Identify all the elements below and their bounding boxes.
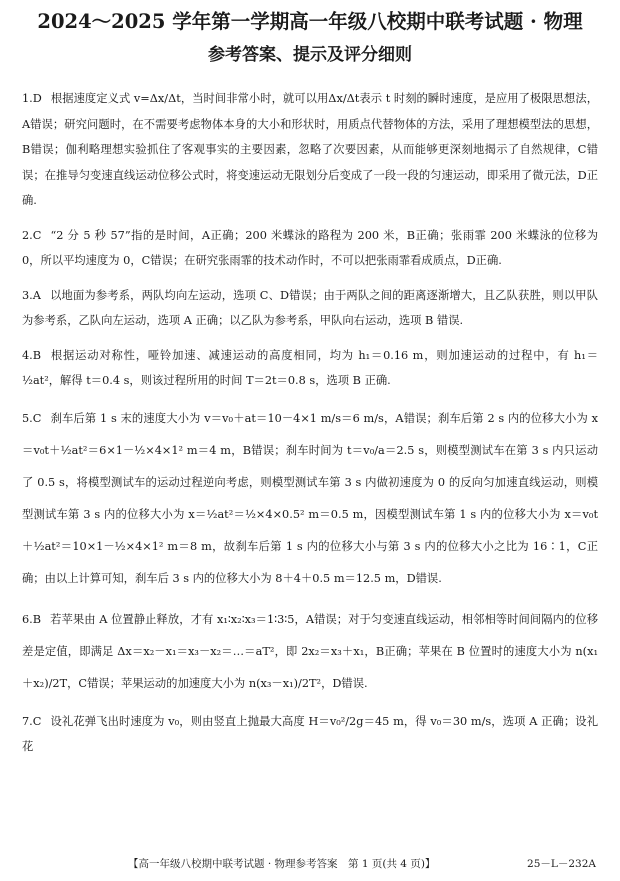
- answer-number: 2.C: [22, 228, 42, 242]
- page-subtitle: 参考答案、提示及评分细则: [208, 45, 412, 65]
- answer-text: “2 分 5 秒 57”指的是时间，A正确；200 米蝶泳的路程为 200 米，B正确；张雨霏 200 米蝶泳的位移为 0，所以平均速度为 0，C错误；在研究张雨霏的技术动作时，不可以把张雨霏看成质点，D正确.: [22, 228, 598, 267]
- answer-number: 4.B: [22, 348, 42, 362]
- answer-text: 刹车后第 1 s 末的速度大小为 v＝v₀＋at＝10－4×1 m/s＝6 m/s，A错误；刹车后第 2 s 内的位移大小为 x＝v₀t＋½at²＝6×1－½×4×1² m＝4 m，B错误；刹车时间为 t＝v₀/a＝2.5 s，则模型测试车在第 3 s 内只运动了 0.5 s，将模型测试车的运动过程逆向考虑，则模型测试车第 3 s 内做初速度为 0 的反向匀加速直线运动，则模型测试车第 3 s 内的位移大小为 x＝½at²＝½×4×0.5² m＝0.5 m，因模型测试车第 1 s 内的位移大小为 x＝v₀t＋½at²＝10×1－½×4×1² m＝8 m，故刹车后第 1 s 内的位移大小与第 3 s 内的位移大小之比为 16∶1，C正确；由以上计算可知，刹车后 3 s 内的位移大小为 8＋4＋0.5 m＝12.5 m，D错误.: [22, 411, 598, 585]
- answer-text: 若苹果由 A 位置静止释放，才有 x₁∶x₂∶x₃＝1∶3∶5，A错误；对于匀变速直线运动，相邻相等时间间隔内的位移差是定值，即满足 Δx＝x₂－x₁＝x₃－x₂＝…＝aT²，即 2x₂＝x₃＋x₁，B正确；苹果在 B 位置时的速度大小为 n(x₁＋x₂)/2T，C错误；苹果运动的加速度大小为 n(x₃－x₁)/2T²，D错误.: [22, 612, 598, 690]
- answer-text: 根据速度定义式 v=Δx/Δt，当时间非常小时，就可以用Δx/Δt表示 t 时刻的瞬时速度，是应用了极限思想法，A错误；研究问题时，在不需要考虑物体本身的大小和形状时，用质点代替物体的方法，采用了理想模型法的思想，B错误；伽利略理想实验抓住了客观事实的主要因素，忽略了次要因素，从而能够更深刻地揭示了自然规律，C错误；在推导匀变速直线运动位移公式时，将变速运动无限划分后变成了一段一段的匀速运动，即采用了微元法，D正确.: [22, 92, 598, 207]
- answer-item-2: [22, 223, 598, 274]
- answer-item-5: [22, 403, 598, 595]
- answer-list: [22, 86, 598, 769]
- answer-text: 根据运动对称性，哑铃加速、减速运动的高度相同，均为 h₁＝0.16 m，则加速运动的过程中，有 h₁＝½at²，解得 t＝0.4 s，则该过程所用的时间 T＝2t＝0.8 s，选项 B 正确.: [22, 348, 598, 387]
- footer-page-info: 【高一年级八校期中联考试题 · 物理参考答案 第 1 页(共 4 页)】: [128, 858, 436, 870]
- answer-text: 设礼花弹飞出时速度为 v₀，则由竖直上抛最大高度 H＝v₀²/2g＝45 m，得 v₀＝30 m/s，选项 A 正确；设礼花: [22, 714, 598, 753]
- answer-number: 5.C: [22, 411, 42, 425]
- answer-item-3: [22, 283, 598, 334]
- page-title: 2024～2025 学年第一学期高一年级八校期中联考试题 · 物理: [37, 10, 583, 33]
- answer-text: 以地面为参考系，两队均向左运动，选项 C、D错误；由于两队之间的距离逐渐增大，且乙队获胜，则以甲队为参考系，乙队向左运动，选项 A 正确；以乙队为参考系，甲队向右运动，选项 B 错误.: [22, 288, 598, 327]
- footer-code: 25－L－232A: [527, 858, 596, 870]
- answer-item-4: [22, 343, 598, 394]
- answer-number: 1.D: [22, 92, 42, 105]
- answer-number: 3.A: [22, 288, 41, 302]
- answer-item-6: [22, 604, 598, 700]
- page-footer: [0, 856, 620, 874]
- answer-number: 7.C: [22, 714, 42, 728]
- answer-item-7: [22, 709, 598, 760]
- answer-number: 6.B: [22, 612, 42, 626]
- answer-item-1: [22, 86, 598, 214]
